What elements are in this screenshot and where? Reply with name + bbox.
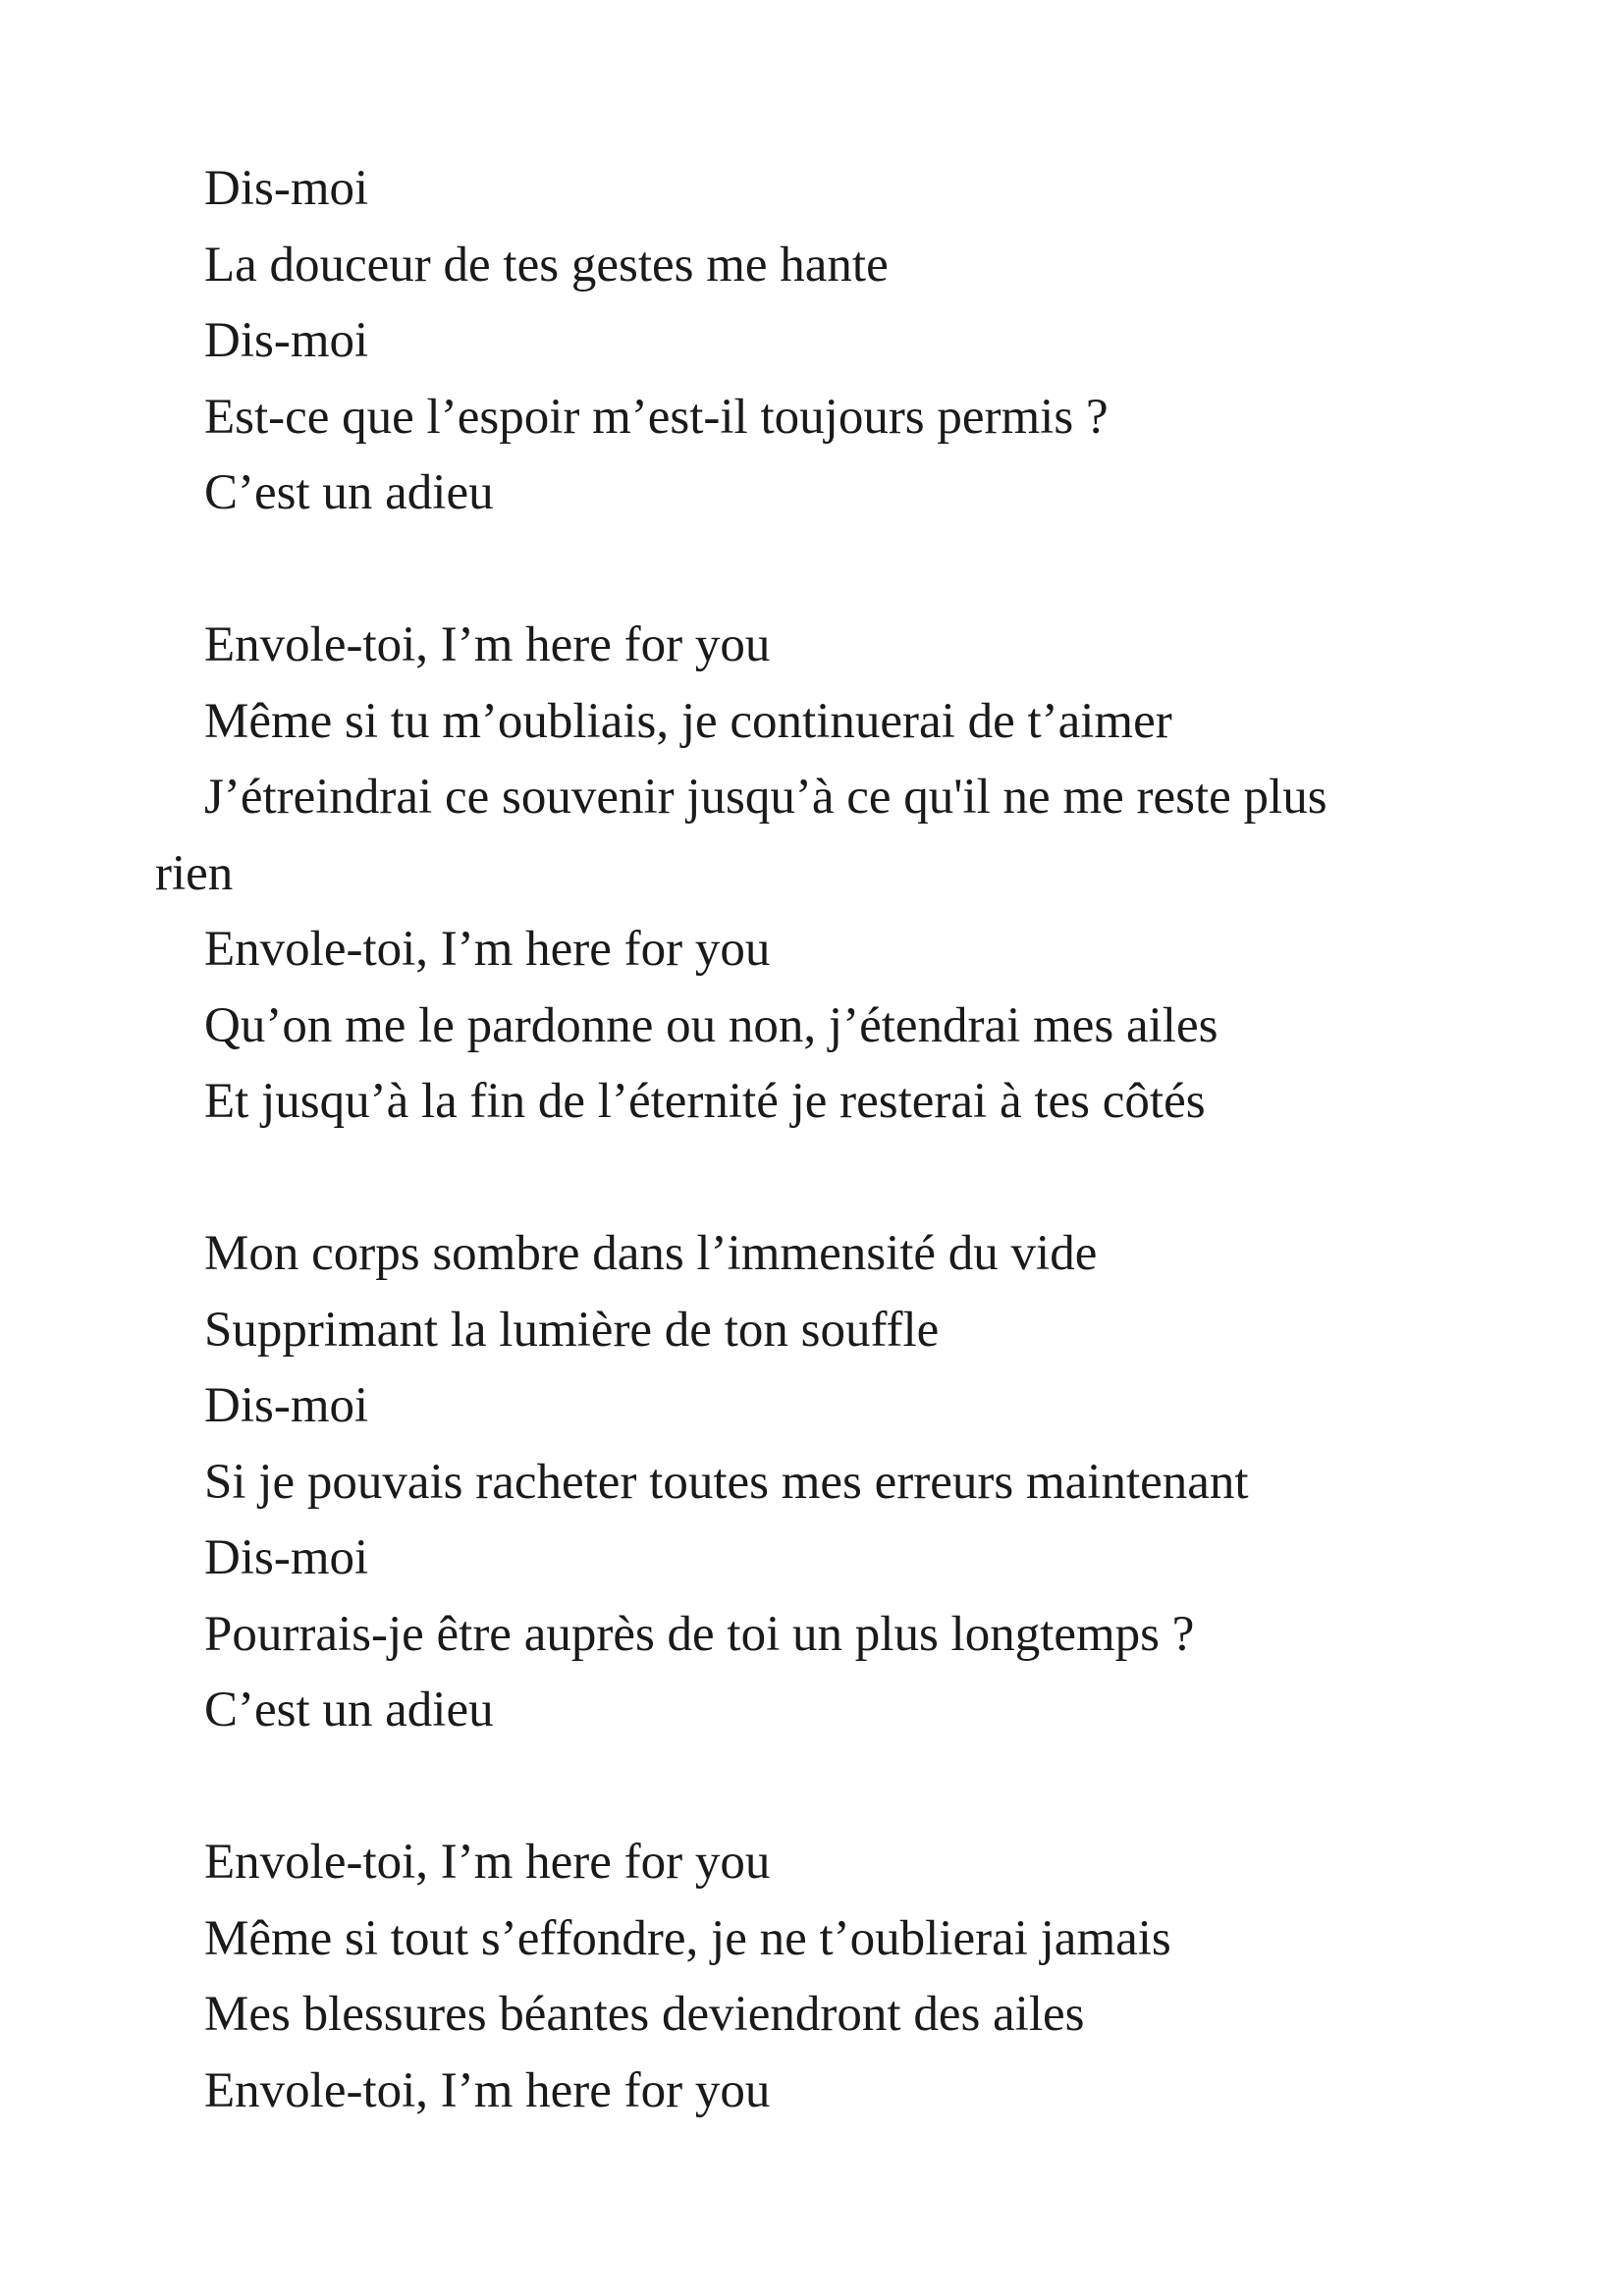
lyric-line: C’est un adieu xyxy=(204,1682,494,1737)
lyric-line: Envole-toi, I’m here for you xyxy=(204,1835,771,1890)
lyric-line: Envole-toi, I’m here for you xyxy=(204,617,771,672)
lyric-line: Envole-toi, I’m here for you xyxy=(204,2062,771,2118)
lyrics-text xyxy=(155,151,1432,2129)
lyric-line: Si je pouvais racheter toutes mes erreurs maintenant xyxy=(204,1454,1249,1510)
lyric-line: Qu’on me le pardonne ou non, j’étendrai mes ailes xyxy=(204,997,1218,1053)
lyric-line: Mes blessures béantes deviendront des ailes xyxy=(204,1987,1085,2042)
lyric-line: Pourrais-je être auprès de toi un plus longtemps ? xyxy=(204,1606,1195,1662)
lyric-line: Et jusqu’à la fin de l’éternité je resterai à tes côtés xyxy=(204,1074,1206,1129)
lyric-line: Supprimant la lumière de ton souffle xyxy=(204,1302,940,1358)
lyric-line: Envole-toi, I’m here for you xyxy=(204,922,771,977)
stanza-1 xyxy=(155,151,1432,532)
lyric-line: Même si tu m’oubliais, je continuerai de t’aimer xyxy=(204,693,1172,749)
lyric-line: C’est un adieu xyxy=(204,465,494,520)
lyric-line: Dis-moi xyxy=(204,1378,369,1433)
lyric-line: Est-ce que l’espoir m’est-il toujours permis ? xyxy=(204,389,1109,445)
lyric-line: J’étreindrai ce souvenir jusqu’à ce qu'il ne me reste plus rien xyxy=(155,770,1327,901)
lyric-line: Même si tout s’effondre, je ne t’oublierai jamais xyxy=(204,1910,1171,1966)
stanza-4 xyxy=(155,1825,1432,2129)
stanza-2 xyxy=(155,608,1432,1141)
lyric-line: Dis-moi xyxy=(204,1530,369,1585)
lyric-line: Mon corps sombre dans l’immensité du vide xyxy=(204,1226,1098,1281)
stanza-3 xyxy=(155,1216,1432,1749)
lyric-line: Dis-moi xyxy=(204,313,369,368)
lyric-line: La douceur de tes gestes me hante xyxy=(204,237,889,293)
lyric-line: Dis-moi xyxy=(204,161,369,216)
